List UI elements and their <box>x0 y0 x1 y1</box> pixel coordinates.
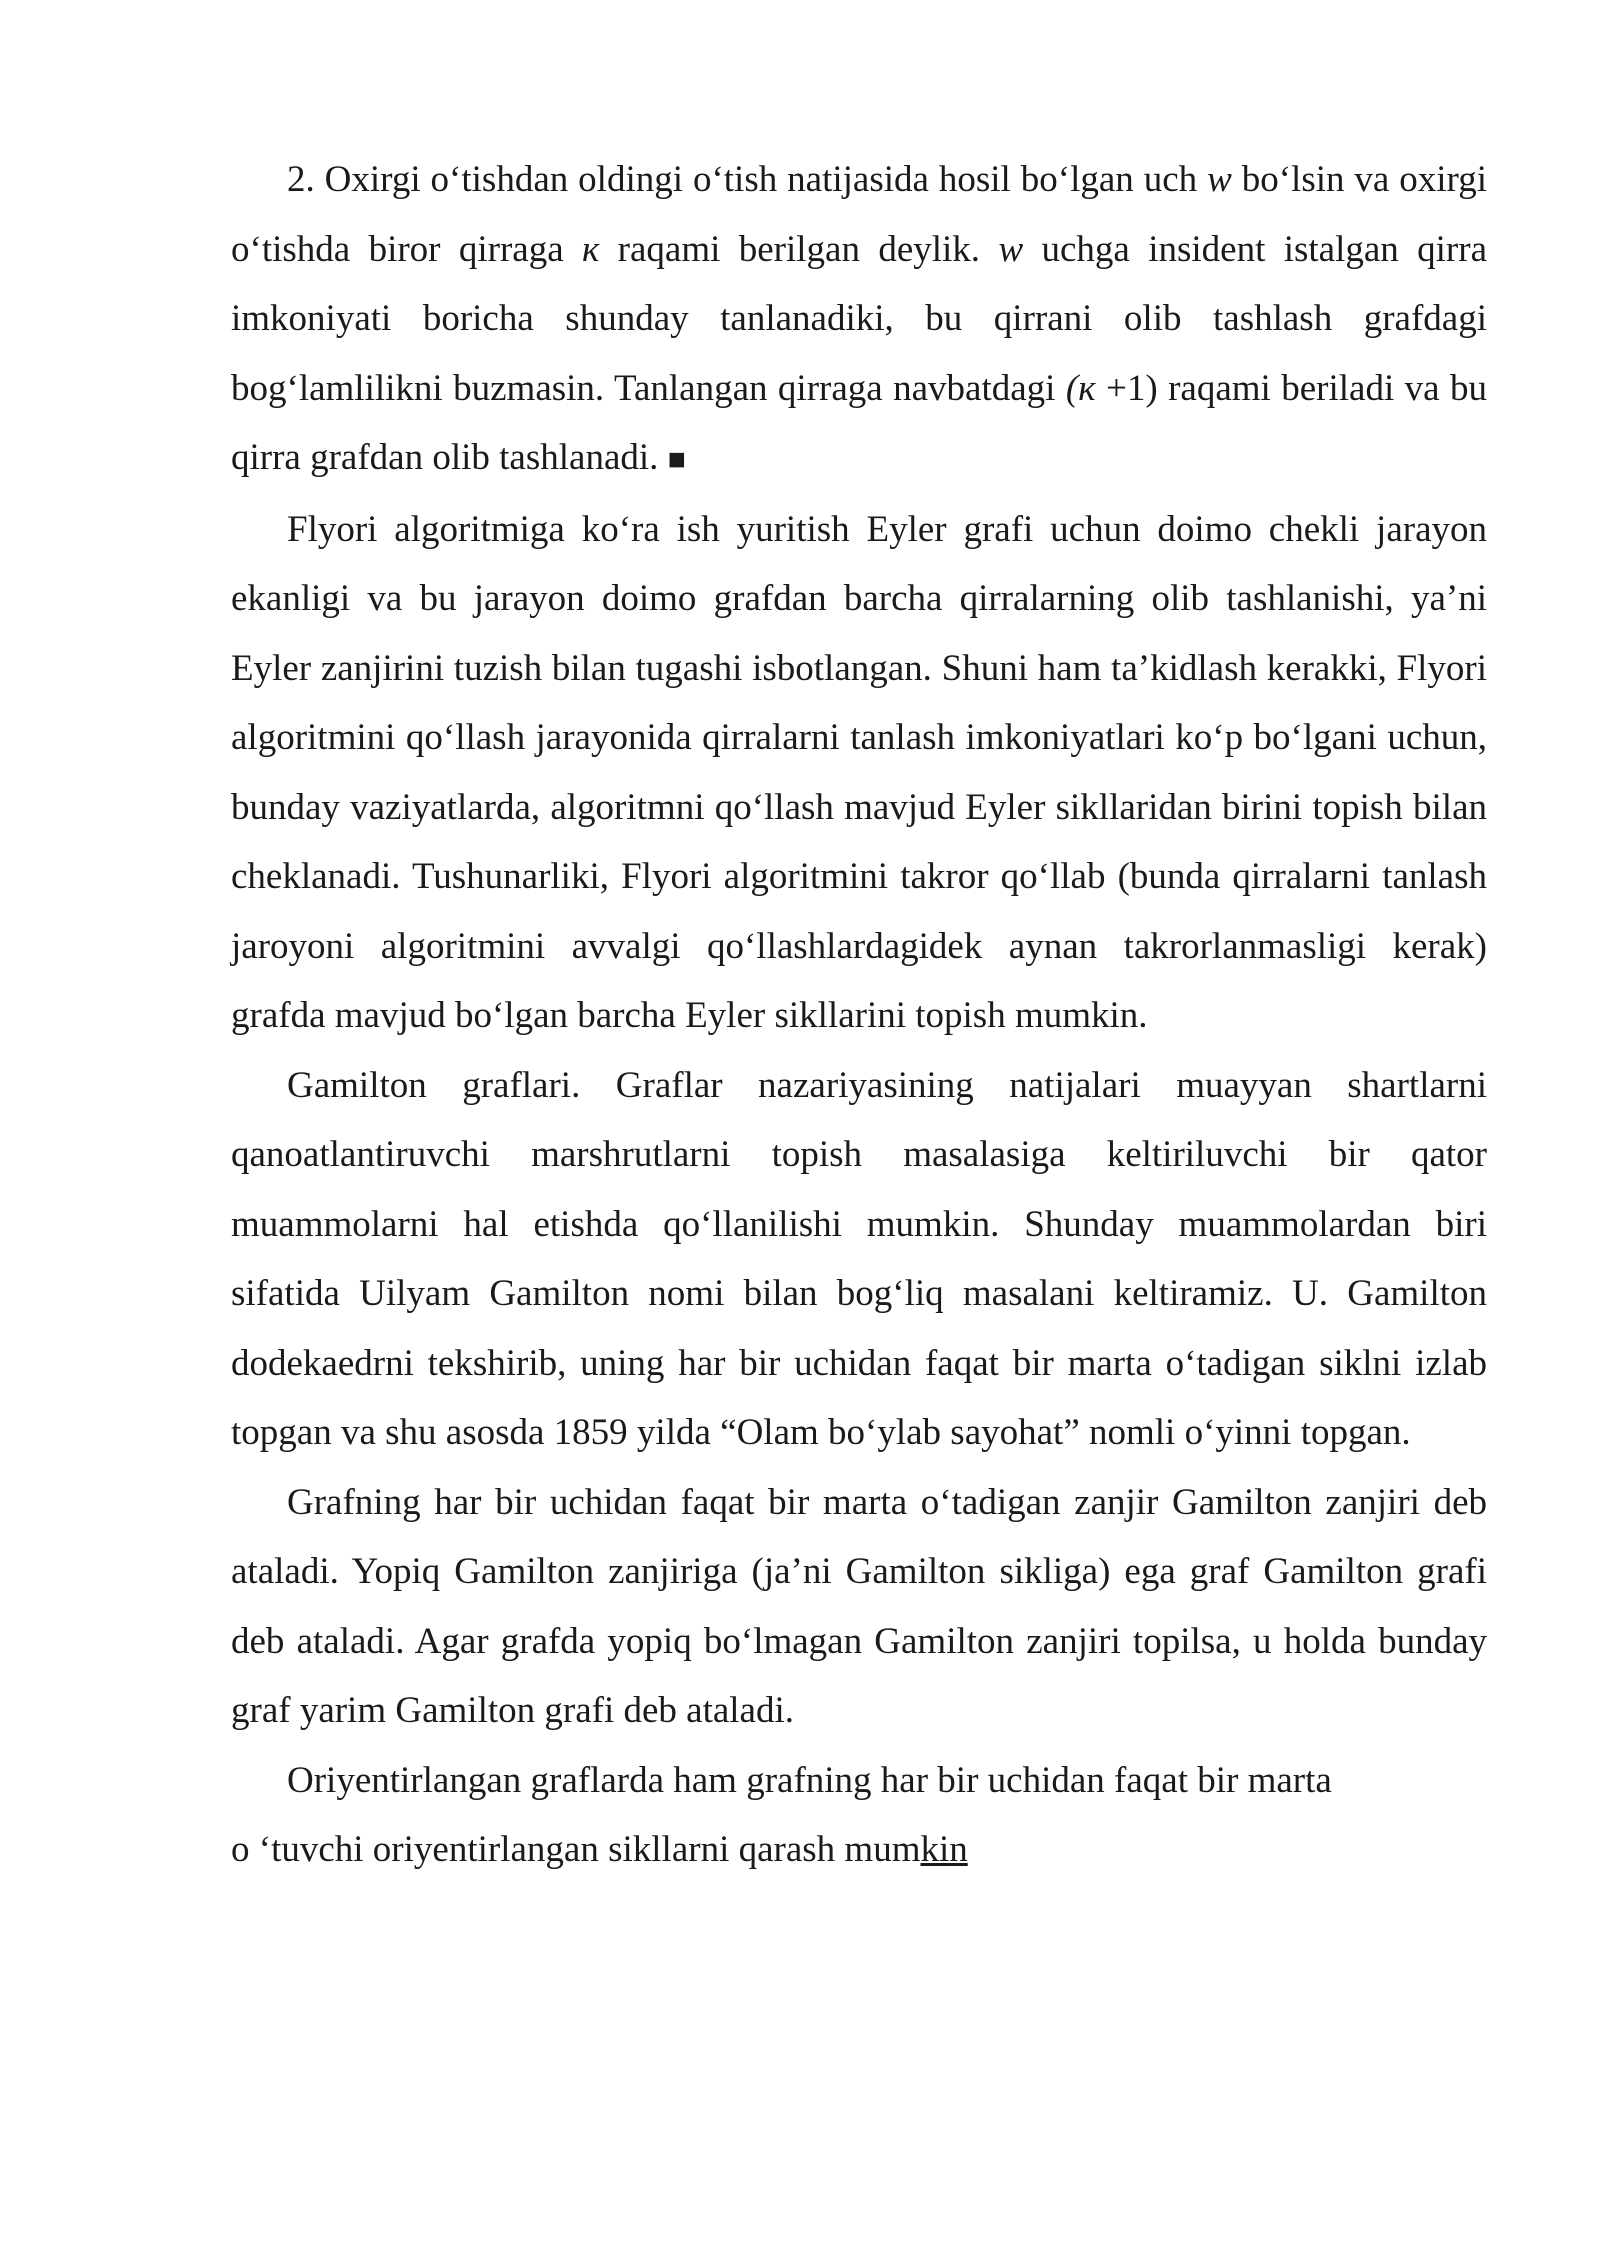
variable-w: w <box>998 228 1024 270</box>
paragraph-1-text: raqami berilgan deylik. <box>599 228 999 270</box>
variable-k: (к <box>1065 367 1096 409</box>
paragraph-1-text: uchga insident istalgan qirra imkoniyati boricha shunday tanlanadiki, bu qirrani olib tashlash grafdagi bog‘lamlilikni buzmasin. Tanlangan qirraga navbatdagi <box>231 228 1488 409</box>
paragraph-5-line-1: Oriyentirlangan graflarda ham grafning har bir uchidan faqat bir marta <box>287 1759 1332 1801</box>
variable-w: w <box>1207 159 1232 200</box>
paragraph-1 <box>231 145 1487 495</box>
paragraph-4: Grafning har bir uchidan faqat bir marta o‘tadigan zanjir Gamilton zanjiri deb ataladi. Yopiq Gamilton zanjiriga (ja’ni Gamilton sikliga) ega graf Gamilton grafi deb ataladi. Agar grafda yopiq bo‘lmagan Gamilton zanjiri topilsa, u holda bunday graf yarim Gamilton grafi deb ataladi. <box>231 1481 1487 1731</box>
document-page <box>231 145 1487 1885</box>
paragraph-1-text: 2. Oxirgi o‘tishdan oldingi o‘tish natijasida hosil bo‘lgan uch <box>287 159 1208 200</box>
paragraph-1-text: bo‘lsin va oxirgi o‘tishda biror qirraga <box>231 159 1487 270</box>
paragraph-5-line-2: o ‘tuvchi oriyentirlangan sikllarni qarash mum <box>231 1829 921 1870</box>
variable-k: к <box>581 228 600 270</box>
qed-square-icon: ■ <box>667 443 686 476</box>
paragraph-5 <box>231 1746 1487 1885</box>
underlined-text: kin <box>920 1829 968 1870</box>
paragraph-1-text: +1) raqami beriladi va bu qirra grafdan olib tashlanadi. <box>231 367 1488 478</box>
paragraph-2: Flyori algoritmiga ko‘ra ish yuritish Eyler grafi uchun doimo chekli jarayon ekanligi va bu jarayon doimo grafdan barcha qirralarning olib tashlanishi, ya’ni Eyler zanjirini tuzish bilan tugashi isbotlangan. Shuni ham ta’kidlash kerakki, Flyori algoritmini qo‘llash jarayonida qirralarni tanlash imkoniyatlari ko‘p bo‘lgani uchun, bunday vaziyatlarda, algoritmni qo‘llash mavjud Eyler sikllaridan birini topish bilan cheklanadi. Tushunarliki, Flyori algoritmini takror qo‘llab (bunda qirralarni tanlash jaroyoni algoritmini avvalgi qo‘llashlardagidek aynan takrorlanmasligi kerak) grafda mavjud bo‘lgan barcha Eyler sikllarini topish mumkin. <box>231 508 1487 1036</box>
paragraph-3: Gamilton graflari. Graflar nazariyasining natijalari muayyan shartlarni qanoatlantiruvchi marshrutlarni topish masalasiga keltiriluvchi bir qator muammolarni hal etishda qo‘llanilishi mumkin. Shunday muammolardan biri sifatida Uilyam Gamilton nomi bilan bog‘liq masalani keltiramiz. U. Gamilton dodekaedrni tekshirib, uning har bir uchidan faqat bir marta o‘tadigan siklni izlab topgan va shu asosda 1859 yilda “Olam bo‘ylab sayohat” nomli o‘yinni topgan. <box>231 1064 1487 1453</box>
